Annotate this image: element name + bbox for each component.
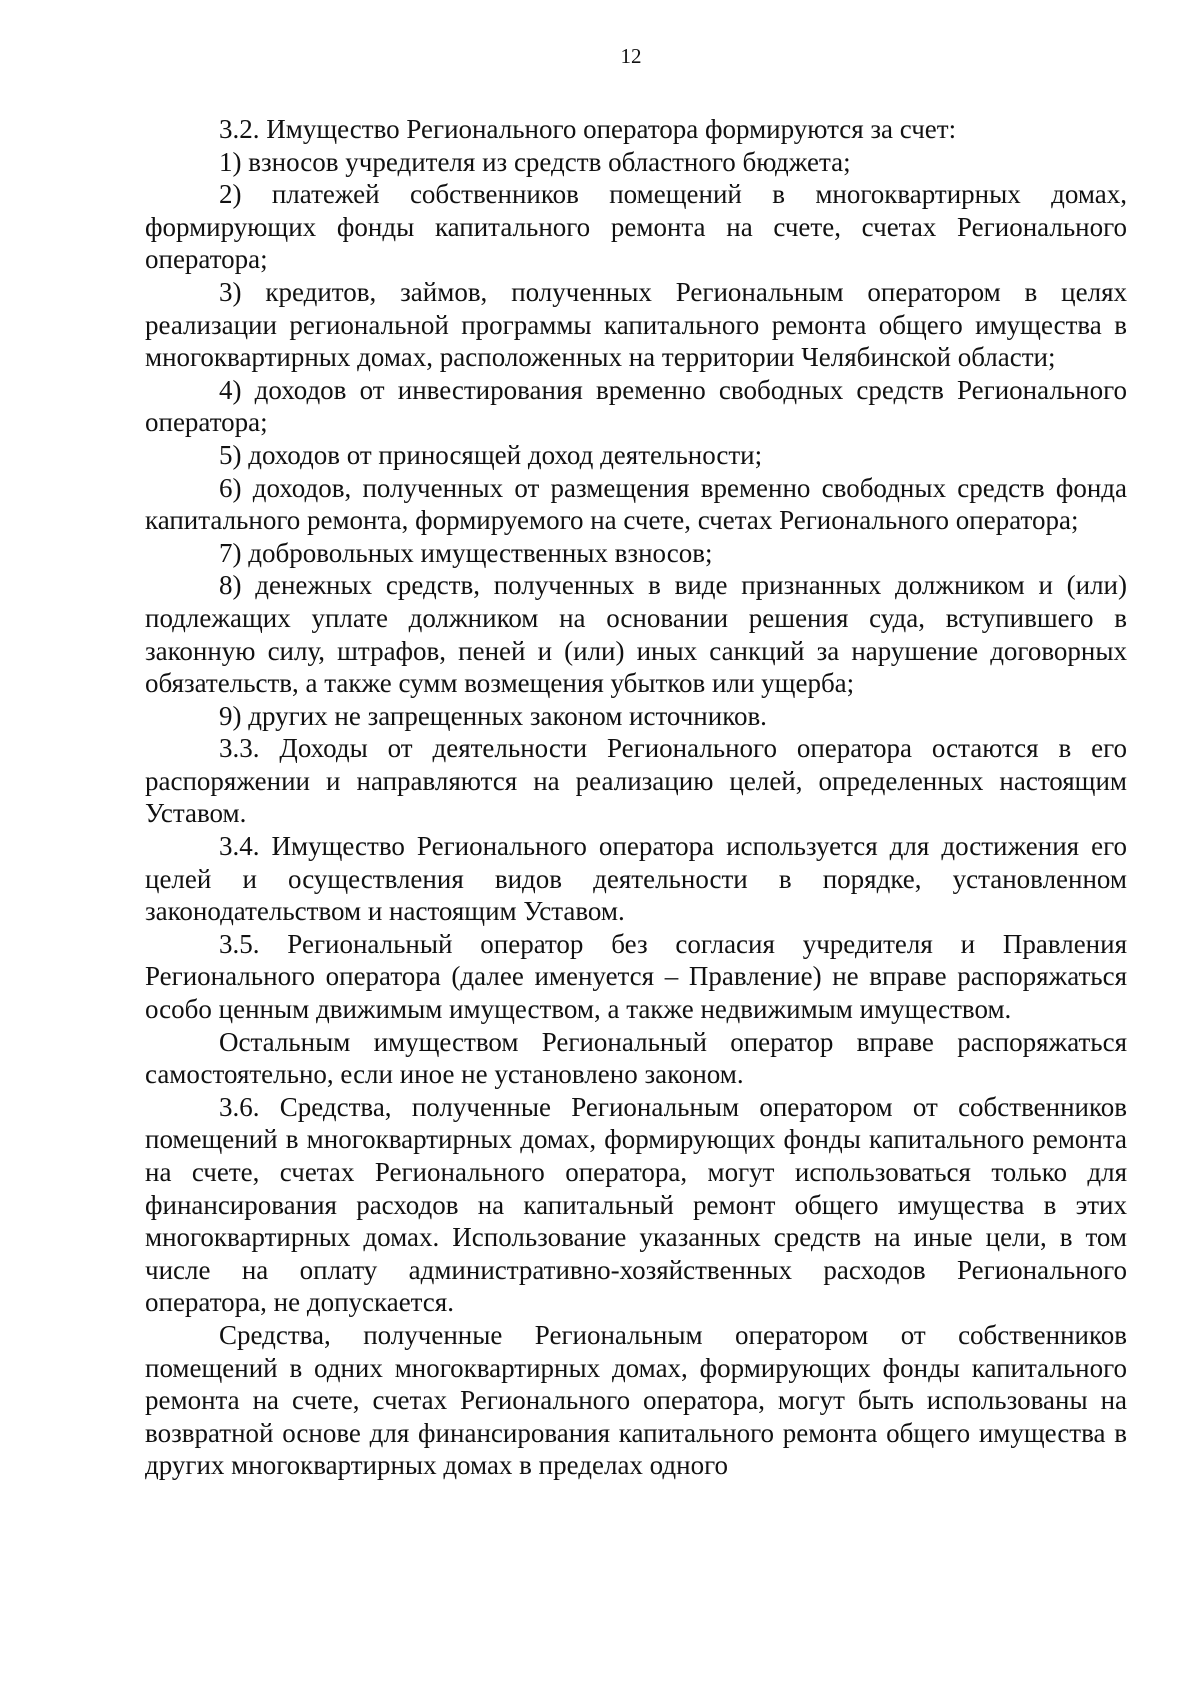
list-item-9: 9) других не запрещенных законом источников. xyxy=(219,700,767,731)
list-item-4: 4) доходов от инвестирования временно свободных средств Регионального оператора; xyxy=(145,374,1127,438)
clause-3-5: 3.5. Региональный оператор без согласия учредителя и Правления Регионального оператора (далее именуется – Правление) не вправе распоряжаться особо ценным движимым имуществом, а также недвижимым имуществом. xyxy=(145,928,1127,1025)
list-item-3: 3) кредитов, займов, полученных Региональным оператором в целях реализации региональной программы капитального ремонта общего имущества в многоквартирных домах, расположенных на территории Челябинской области; xyxy=(145,276,1127,373)
clause-3-6: 3.6. Средства, полученные Региональным оператором от собственников помещений в многоквартирных домах, формирующих фонды капитального ремонта на счете, счетах Регионального оператора, могут использоваться только для финансирования расходов на капитальный ремонт общего имущества в этих многоквартирных домах. Использование указанных средств на иные цели, в том числе на оплату административно-хозяйственных расходов Регионального оператора, не допускается. xyxy=(145,1091,1127,1318)
list-item-5: 5) доходов от приносящей доход деятельности; xyxy=(219,439,763,470)
list-item-7: 7) добровольных имущественных взносов; xyxy=(219,537,713,568)
list-item-8: 8) денежных средств, полученных в виде признанных должником и (или) подлежащих уплате должником на основании решения суда, вступившего в законную силу, штрафов, пеней и (или) иных санкций за нарушение договорных обязательств, а также сумм возмещения убытков или ущерба; xyxy=(145,570,1127,699)
list-item-6: 6) доходов, полученных от размещения временно свободных средств фонда капитального ремонта, формируемого на счете, счетах Регионального оператора; xyxy=(145,472,1127,536)
page-number: 12 xyxy=(620,44,642,68)
clause-3-3: 3.3. Доходы от деятельности Регионального оператора остаются в его распоряжении и направляются на реализацию целей, определенных настоящим Уставом. xyxy=(145,733,1127,829)
clause-3-6-continued: Средства, полученные Региональным оператором от собственников помещений в одних многоквартирных домах, формирующих фонды капитального ремонта на счете, счетах Регионального оператора, могут быть использованы на возвратной основе для финансирования капитального ремонта общего имущества в других многоквартирных домах в пределах одного xyxy=(145,1319,1127,1481)
clause-3-2-heading: 3.2. Имущество Регионального оператора формируются за счет: xyxy=(219,114,957,144)
list-item-1: 1) взносов учредителя из средств областного бюджета; xyxy=(219,146,851,177)
clause-3-4: 3.4. Имущество Регионального оператора используется для достижения его целей и осуществления видов деятельности в порядке, установленном законодательством и настоящим Уставом. xyxy=(145,831,1127,927)
list-item-2: 2) платежей собственников помещений в многоквартирных домах, формирующих фонды капитального ремонта на счете, счетах Регионального оператора; xyxy=(145,179,1127,275)
clause-3-5-continued: Остальным имуществом Региональный оператор вправе распоряжаться самостоятельно, если иное не установлено законом. xyxy=(145,1026,1127,1090)
document-body xyxy=(145,113,1127,1482)
